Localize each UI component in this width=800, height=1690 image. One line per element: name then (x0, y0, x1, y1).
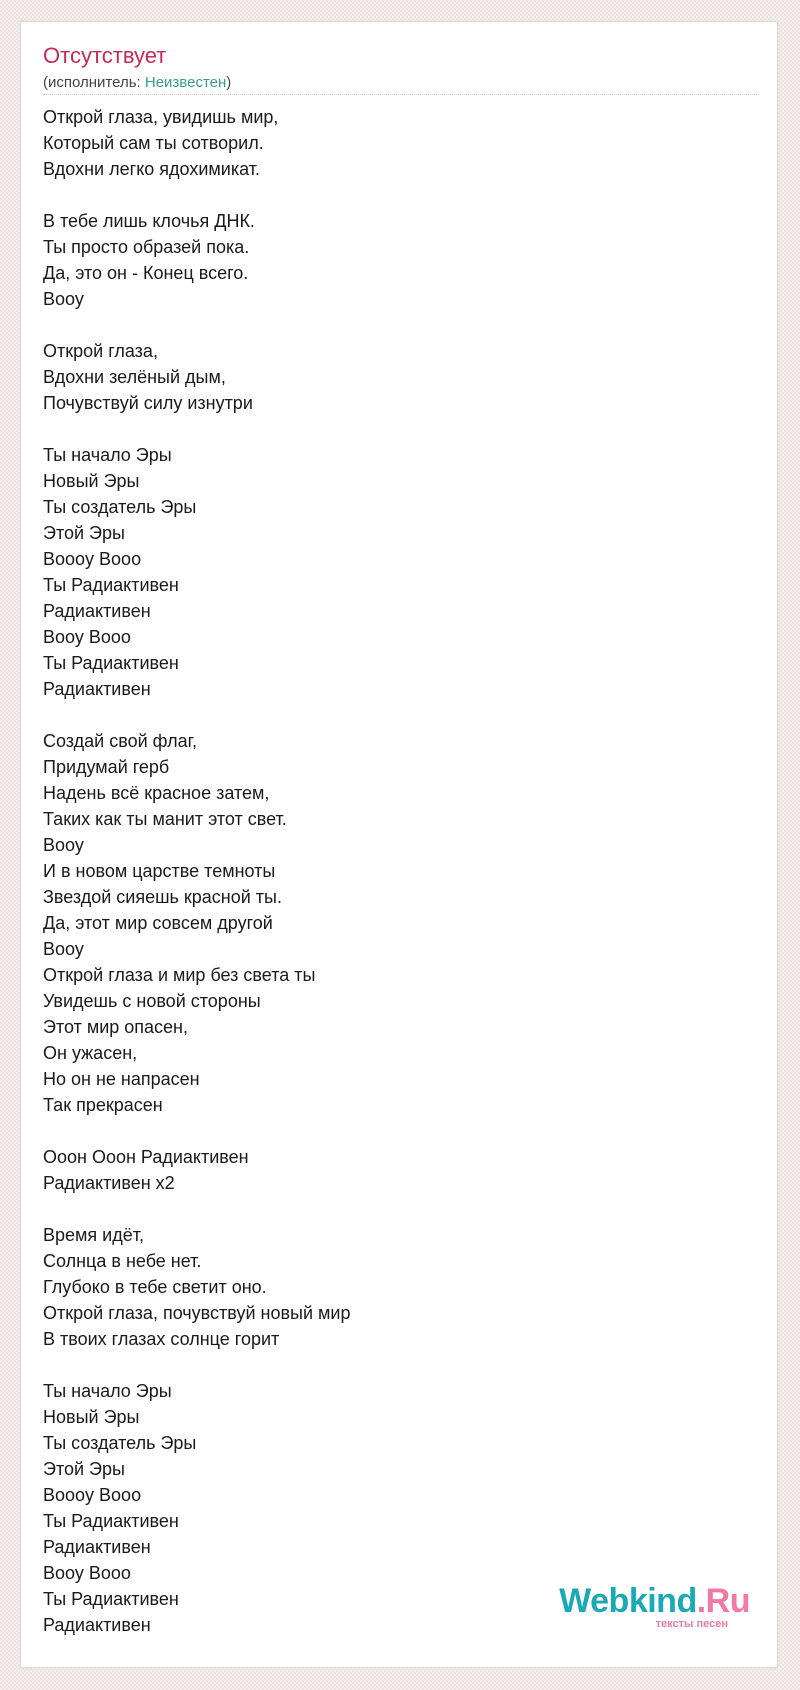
lyric-line: Глубоко в тебе светит оно. (43, 1277, 267, 1297)
lyric-line: Увидешь с новой стороны (43, 991, 261, 1011)
logo-wordmark (559, 1583, 750, 1619)
lyric-line: Ты создатель Эры (43, 1433, 197, 1453)
lyric-line: Вооу (43, 289, 84, 309)
lyric-line: Вдохни зелёный дым, (43, 367, 226, 387)
lyric-line: Вооoу Вооо (43, 1485, 142, 1505)
lyric-line: Он ужасен, (43, 1043, 138, 1063)
lyric-line: Вооу Вооо (43, 1563, 131, 1583)
lyric-line: Этот мир опасен, (43, 1017, 189, 1037)
lyric-line: Да, этот мир совсем другой (43, 913, 273, 933)
lyric-line: Ооон Ооон Радиактивен (43, 1147, 249, 1167)
lyric-line: Этой Эры (43, 1459, 125, 1479)
lyric-line: Ты Радиактивен (43, 1511, 179, 1531)
lyric-line: Но он не напрасен (43, 1069, 200, 1089)
lyric-line: Новый Эры (43, 471, 140, 491)
lyric-line: В тебе лишь клочья ДНК. (43, 211, 255, 231)
lyric-line: Открой глаза и мир без света ты (43, 965, 316, 985)
lyric-line: Радиактивен (43, 601, 151, 621)
lyric-line: Ты создатель Эры (43, 497, 197, 517)
stanza-break (43, 182, 743, 208)
lyric-line: Радиактивен (43, 1615, 151, 1635)
stanza-break (43, 416, 743, 442)
lyric-line: Открой глаза, почувствуй новый мир (43, 1303, 351, 1323)
logo-tld: .Ru (696, 1582, 750, 1620)
lyric-line: Почувствуй силу изнутри (43, 393, 253, 413)
stanza-break (43, 1118, 743, 1144)
lyrics-card (20, 21, 778, 1668)
lyric-line: Вооу (43, 939, 84, 959)
lyric-line: Да, это он - Конец всего. (43, 263, 249, 283)
lyric-line: В твоих глазах солнце горит (43, 1329, 280, 1349)
lyric-line: Радиактивен (43, 679, 151, 699)
logo-brand: Webkind (559, 1582, 697, 1620)
lyric-line: Открой глаза, (43, 341, 158, 361)
lyric-line: Новый Эры (43, 1407, 140, 1427)
artist-line (43, 73, 231, 93)
lyric-line: Ты Радиактивен (43, 1589, 179, 1609)
artist-prefix: (исполнитель: (43, 74, 145, 91)
lyric-line: Звездой сияешь красной ты. (43, 887, 282, 907)
lyric-line: Вооoу Вооо (43, 549, 142, 569)
stanza-break (43, 1196, 743, 1222)
artist-suffix: ) (226, 74, 232, 91)
lyric-line: Вдохни легко ядохимикат. (43, 159, 260, 179)
lyrics-body (43, 104, 743, 1638)
lyric-line: И в новом царстве темноты (43, 861, 276, 881)
lyric-line: Солнца в небе нет. (43, 1251, 202, 1271)
lyric-line: Ты начало Эры (43, 445, 172, 465)
lyric-line: Придумай герб (43, 757, 170, 777)
stanza-break (43, 702, 743, 728)
stanza-break (43, 312, 743, 338)
lyric-line: Надень всё красное затем, (43, 783, 270, 803)
lyric-line: Открой глаза, увидишь мир, (43, 107, 279, 127)
header-divider (43, 94, 759, 95)
lyric-line: Ты Радиактивен (43, 575, 179, 595)
lyric-line: Ты начало Эры (43, 1381, 172, 1401)
lyric-line: Вооу (43, 835, 84, 855)
logo-tagline: тексты песен (655, 1618, 728, 1630)
site-logo[interactable] (559, 1583, 750, 1629)
artist-link[interactable]: Неизвестен (144, 74, 227, 91)
stanza-break (43, 1352, 743, 1378)
song-title: Отсутствует (43, 43, 167, 68)
lyric-line: Этой Эры (43, 523, 125, 543)
lyric-line: Радиактивен (43, 1537, 151, 1557)
lyric-line: Таких как ты манит этот свет. (43, 809, 287, 829)
lyric-line: Время идёт, (43, 1225, 144, 1245)
lyric-line: Создай свой флаг, (43, 731, 197, 751)
lyric-line: Который сам ты сотворил. (43, 133, 264, 153)
lyric-line: Так прекрасен (43, 1095, 163, 1115)
lyric-line: Радиактивен x2 (43, 1173, 175, 1193)
lyric-line: Ты Радиактивен (43, 653, 179, 673)
lyric-line: Ты просто образей пока. (43, 237, 250, 257)
lyric-line: Вооу Вооо (43, 627, 131, 647)
